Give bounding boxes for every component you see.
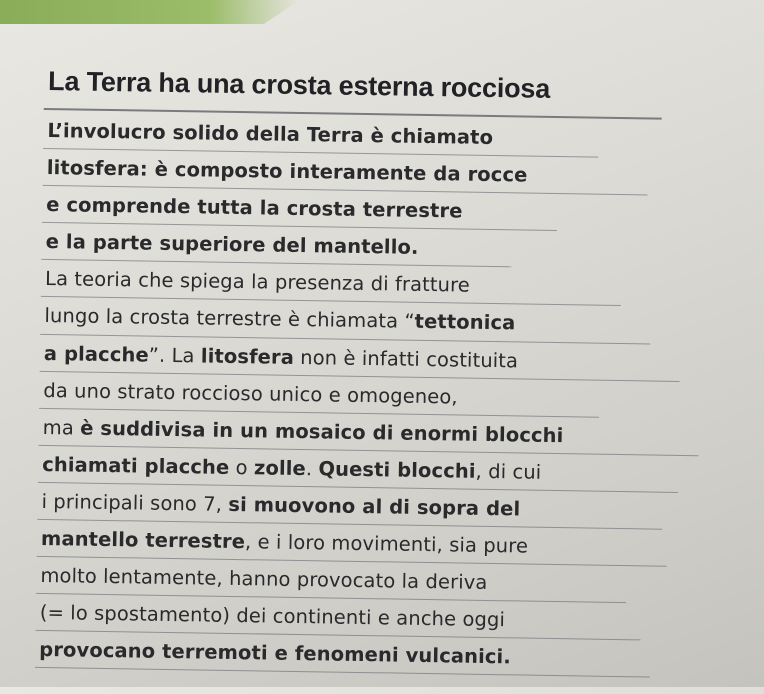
- bold-text-segment: tettonica: [414, 310, 516, 335]
- bold-text-segment: si muovono al di sopra del: [228, 492, 521, 521]
- bold-text-segment: chiamati placche: [41, 452, 230, 479]
- bold-text-segment: provocano terremoti e fenomeni vulcanici.: [39, 638, 511, 669]
- bold-text-segment: L’involucro solido della Terra è chiamato: [47, 119, 494, 150]
- page-title: La Terra ha una crosta esterna rocciosa: [47, 66, 551, 104]
- bold-text-segment: a placche: [43, 341, 149, 367]
- bold-text-segment: e la parte superiore del mantello.: [45, 230, 419, 260]
- text-segment: ”. La: [148, 343, 202, 368]
- bold-text-segment: zolle: [253, 456, 306, 480]
- text-segment: molto lentamente, hanno provocato la deriva: [40, 564, 488, 595]
- text-segment: (= lo spostamento) dei continenti e anche oggi: [39, 601, 506, 632]
- text-segment: , di cui: [475, 459, 542, 484]
- bold-text-segment: litosfera: è composto interamente da rocce: [46, 156, 528, 187]
- bold-text-segment: mantello terrestre: [40, 526, 246, 554]
- bold-text-segment: è suddivisa in un mosaico di enormi blocchi: [80, 416, 564, 447]
- text-segment: ma: [42, 415, 81, 440]
- text-segment: o: [229, 455, 255, 480]
- text-segment: .: [305, 456, 319, 481]
- text-segment: da uno strato roccioso unico e omogeneo,: [43, 378, 458, 409]
- body-paragraph: [35, 112, 724, 679]
- bold-text-segment: e comprende tutta la crosta terrestre: [46, 193, 463, 223]
- text-segment: , e i loro movimenti, sia pure: [244, 530, 529, 558]
- text-segment: lungo la crosta terrestre è chiamata “: [44, 304, 415, 334]
- bold-text-segment: Questi blocchi: [318, 457, 476, 483]
- text-segment: La teoria che spiega la presenza di fratture: [44, 267, 471, 298]
- text-segment: non è infatti costituita: [293, 345, 519, 372]
- text-segment: i principali sono 7,: [41, 489, 229, 516]
- bold-text-segment: litosfera: [200, 344, 295, 369]
